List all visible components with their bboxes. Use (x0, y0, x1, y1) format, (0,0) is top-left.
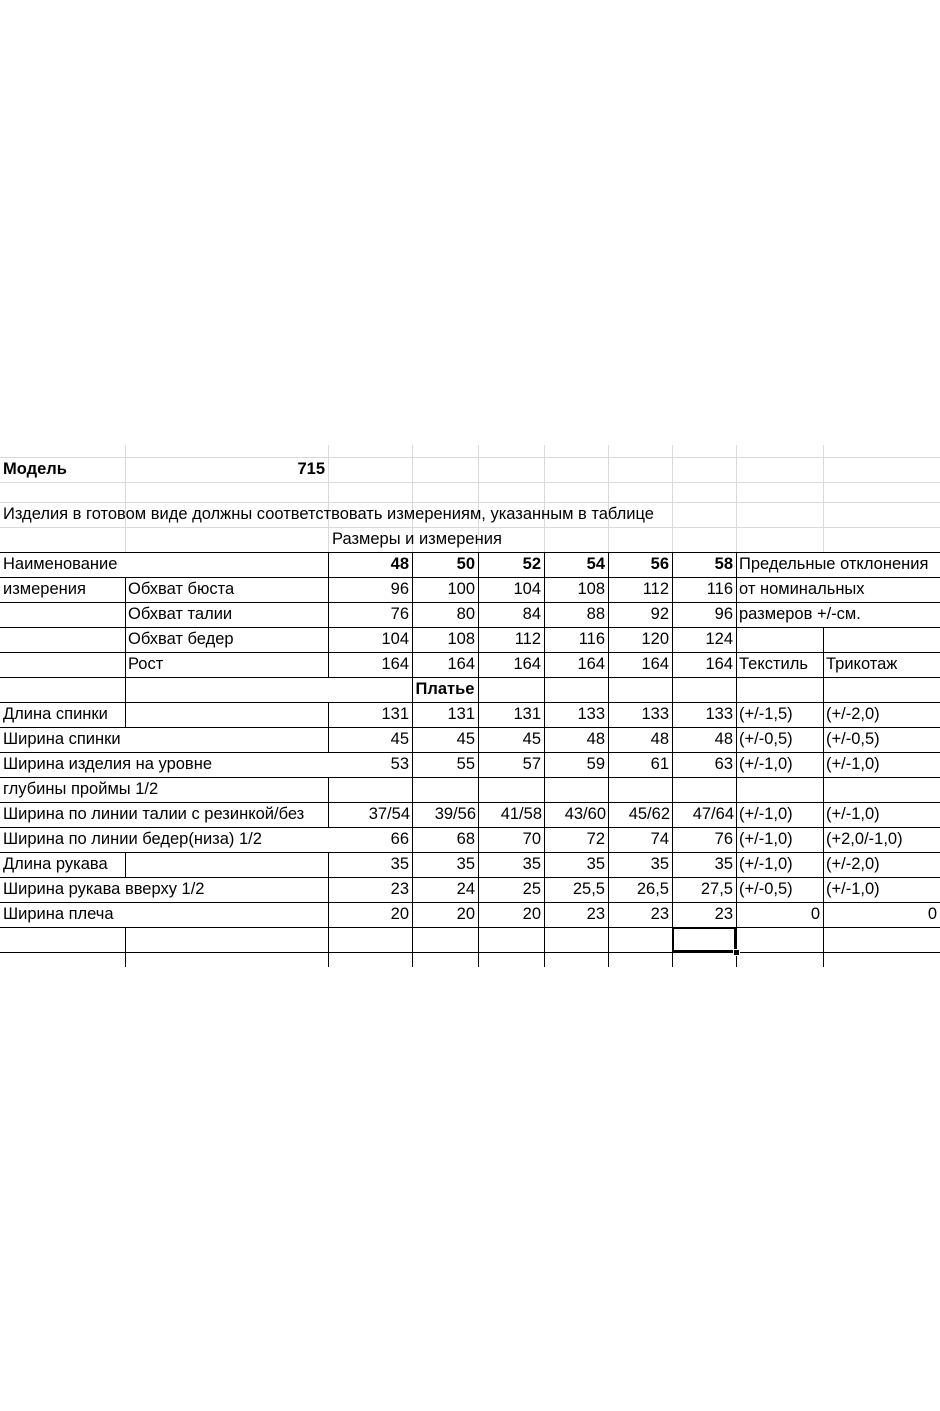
product-row-value: 55 (456, 755, 475, 773)
size-50: 50 (456, 555, 475, 573)
product-row-name: Ширина изделия на уровне (3, 755, 212, 773)
product-row-value: 131 (381, 705, 409, 723)
knit-tolerance: 0 (927, 905, 937, 923)
product-row-value: 25,5 (572, 880, 605, 898)
measurement-value: 124 (705, 630, 733, 648)
measurement-value: 96 (390, 580, 409, 598)
measurement-value: 108 (447, 630, 475, 648)
product-row-value: 20 (390, 905, 409, 923)
measurement-value: 164 (447, 655, 475, 673)
measurement-value: 76 (390, 605, 409, 623)
product-row-value: 47/64 (692, 805, 734, 823)
product-row-value: 68 (456, 830, 475, 848)
product-row-value: 20 (456, 905, 475, 923)
product-row-value: 45/62 (628, 805, 670, 823)
gridline (736, 445, 737, 552)
measurement-value: 112 (514, 630, 541, 648)
knit-tolerance: (+/-1,0) (826, 880, 880, 898)
gridline (672, 445, 673, 552)
product-row-name: Ширина по линии талии с резинкой/без (3, 805, 305, 823)
measurement-name: Рост (128, 655, 164, 673)
product-row-value (478, 777, 544, 802)
product-row-value (608, 777, 672, 802)
product-row-value: 39/56 (434, 805, 476, 823)
measurement-value: 116 (706, 580, 733, 598)
product-title: Платье (415, 680, 475, 698)
measurement-value: 92 (650, 605, 669, 623)
deviation-header-line3: размеров +/-см. (739, 605, 861, 623)
knit-tolerance: (+2,0/-1,0) (826, 830, 903, 848)
measurement-value: 116 (578, 630, 605, 648)
product-row-name: Длина спинки (3, 705, 108, 723)
product-row-value: 131 (513, 705, 541, 723)
deviation-header: Предельные отклонения (739, 555, 929, 573)
size-58: 58 (714, 555, 733, 573)
table-border (0, 952, 940, 953)
size-52: 52 (522, 555, 541, 573)
product-row-value: 45 (390, 730, 409, 748)
product-row-value: 76 (714, 830, 733, 848)
product-row-value: 35 (586, 855, 605, 873)
textile-tolerance: (+/-1,5) (739, 705, 793, 723)
product-row-value: 25 (522, 880, 541, 898)
measurement-name: Обхват талии (128, 605, 233, 623)
product-row-value: 74 (650, 830, 669, 848)
measurement-value: 104 (381, 630, 409, 648)
product-row-value (412, 777, 478, 802)
product-row-value: 48 (650, 730, 669, 748)
size-54: 54 (586, 555, 605, 573)
product-row-value: 20 (522, 905, 541, 923)
measurement-value: 100 (447, 580, 475, 598)
measurement-value: 104 (513, 580, 541, 598)
measurement-value: 164 (577, 655, 605, 673)
product-row-value: 48 (586, 730, 605, 748)
product-row-value: 45 (456, 730, 475, 748)
product-row-value: 57 (522, 755, 541, 773)
table-border (125, 927, 126, 967)
textile-tolerance: (+/-1,0) (739, 855, 793, 873)
textile-tolerance: (+/-0,5) (739, 880, 793, 898)
textile-tolerance: (+/-1,0) (739, 830, 793, 848)
textile-tolerance: (+/-0,5) (739, 730, 793, 748)
product-row-value: 133 (705, 705, 733, 723)
product-row-value: 23 (650, 905, 669, 923)
product-row-value: 53 (390, 755, 409, 773)
product-row-name: Ширина плеча (3, 905, 114, 923)
product-row-value (328, 777, 412, 802)
measurement-value: 108 (577, 580, 605, 598)
measurement-value: 164 (513, 655, 541, 673)
knit-tolerance: (+/-1,0) (826, 805, 880, 823)
table-border (0, 927, 940, 928)
measurement-value: 84 (522, 605, 541, 623)
sizes-header: Размеры и измерения (332, 530, 502, 548)
product-row-value: 23 (714, 905, 733, 923)
product-row-name: глубины проймы 1/2 (3, 780, 159, 798)
product-row-value: 35 (456, 855, 475, 873)
product-row-name: Длина рукава (3, 855, 108, 873)
size-56: 56 (650, 555, 669, 573)
textile-tolerance: (+/-1,0) (739, 755, 793, 773)
product-row-value: 35 (522, 855, 541, 873)
product-row-value: 23 (390, 880, 409, 898)
name-header: Наименование (3, 555, 118, 573)
deviation-header-line2: от номинальных (739, 580, 865, 598)
product-row-value: 35 (390, 855, 409, 873)
product-row-value: 133 (641, 705, 669, 723)
product-row-value: 61 (650, 755, 669, 773)
measurement-value: 112 (642, 580, 669, 598)
product-row-value: 43/60 (564, 805, 606, 823)
note-text: Изделия в готовом виде должны соответствовать измерениям, указанным в таблице (3, 505, 654, 523)
product-row-value: 41/58 (500, 805, 542, 823)
gridline (823, 445, 824, 552)
model-number: 715 (297, 460, 325, 478)
product-row-value: 66 (390, 830, 409, 848)
knit-header: Трикотаж (826, 655, 898, 673)
measurement-name: Обхват бюста (128, 580, 235, 598)
model-label: Модель (3, 460, 67, 478)
knit-tolerance: (+/-0,5) (826, 730, 880, 748)
product-row-value: 63 (714, 755, 733, 773)
size-48: 48 (390, 555, 409, 573)
product-row-value: 35 (714, 855, 733, 873)
measurement-value: 164 (641, 655, 669, 673)
textile-tolerance (736, 777, 823, 802)
spreadsheet-grid (0, 445, 940, 967)
product-row-name: Ширина рукава вверху 1/2 (3, 880, 205, 898)
name-header-line2: измерения (3, 580, 86, 598)
measurement-value: 96 (714, 605, 733, 623)
product-row-value: 70 (522, 830, 541, 848)
product-row-value: 72 (586, 830, 605, 848)
textile-header: Текстиль (739, 655, 808, 673)
fill-handle[interactable] (733, 949, 740, 956)
product-row-value (672, 777, 736, 802)
product-row-value: 133 (577, 705, 605, 723)
product-row-value: 131 (447, 705, 475, 723)
textile-tolerance: (+/-1,0) (739, 805, 793, 823)
product-row-value: 59 (586, 755, 605, 773)
product-row-value: 23 (586, 905, 605, 923)
product-row-value: 26,5 (636, 880, 669, 898)
measurement-value: 88 (586, 605, 605, 623)
knit-tolerance (823, 777, 940, 802)
product-row-value (544, 777, 608, 802)
product-row-value: 27,5 (700, 880, 733, 898)
product-row-name: Ширина спинки (3, 730, 121, 748)
knit-tolerance: (+/-2,0) (826, 705, 880, 723)
measurement-value: 120 (641, 630, 669, 648)
textile-tolerance: 0 (810, 905, 820, 923)
measurement-value: 80 (456, 605, 475, 623)
gridline (0, 482, 940, 483)
measurement-value: 164 (381, 655, 409, 673)
selected-cell[interactable] (672, 927, 736, 952)
knit-tolerance: (+/-2,0) (826, 855, 880, 873)
measurement-value: 164 (705, 655, 733, 673)
product-row-value: 48 (714, 730, 733, 748)
knit-tolerance: (+/-1,0) (826, 755, 880, 773)
product-row-value: 45 (522, 730, 541, 748)
product-row-value: 37/54 (368, 805, 410, 823)
product-row-value: 24 (456, 880, 475, 898)
product-row-value: 35 (650, 855, 669, 873)
product-row-name: Ширина по линии бедер(низа) 1/2 (3, 830, 262, 848)
measurement-name: Обхват бедер (128, 630, 234, 648)
